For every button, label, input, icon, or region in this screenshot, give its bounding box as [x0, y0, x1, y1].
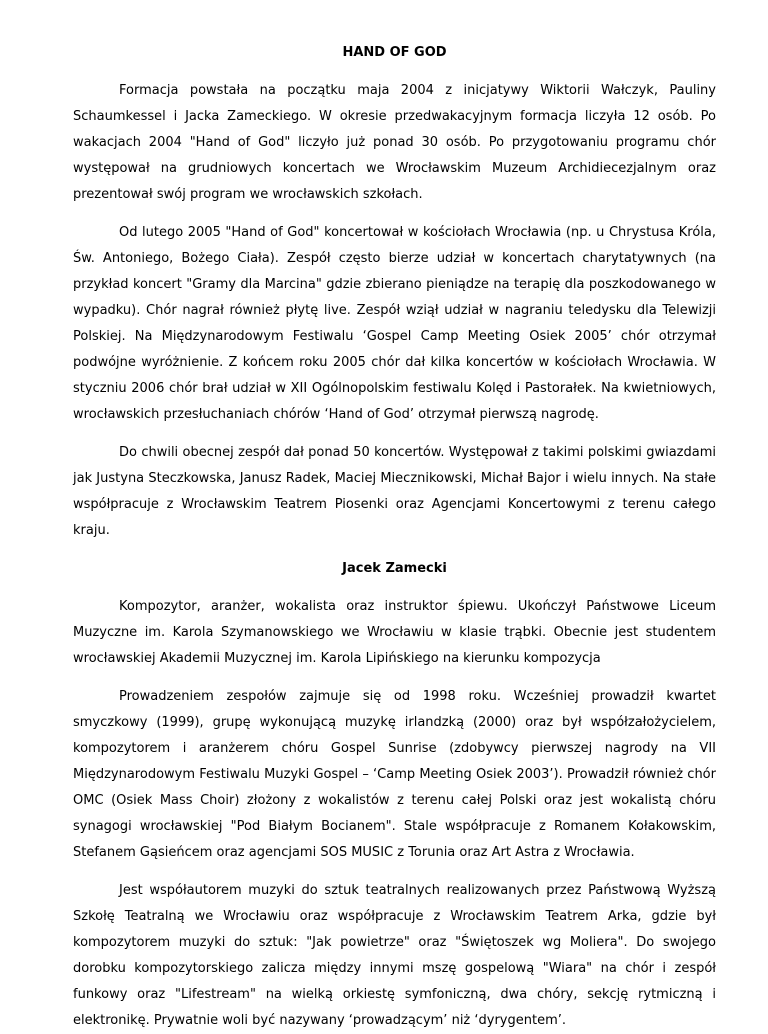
paragraph: Formacja powstała na początku maja 2004 z inicjatywy Wiktorii Wałczyk, Pauliny Schaumkessel i Jacka Zameckiego. W okresie przedwakacyjnym formacja liczyła 12 osób. Po wakacjach 2004 "Hand of God" liczyło już ponad 30 osób. Po przygotowaniu programu chór występował na grudniowych koncertach we Wrocławskim Muzeum Archidiecezjalnym oraz prezentował swój program we wrocławskich szkołach. — [73, 83, 716, 202]
paragraph: Jest współautorem muzyki do sztuk teatralnych realizowanych przez Państwową Wyższą Szkołę Teatralną we Wrocławiu oraz współpracuje z Wrocławskim Teatrem Arka, gdzie był kompozytorem muzyki do sztuk: "Jak powietrze" oraz "Świętoszek wg Moliera". Do swojego dorobku kompozytorskiego zalicza między innymi mszę gospelową "Wiara" na chór i zespół funkowy oraz "Lifestream" na wielką orkiestę symfoniczną, dwa chóry, sekcję rytmiczną i elektronikę. Prywatnie woli być nazywany ‘prowadzącym’ niż ‘dyrygentem’. — [73, 883, 716, 1028]
paragraph: Do chwili obecnej zespół dał ponad 50 koncertów. Występował z takimi polskimi gwiazdami jak Justyna Steczkowska, Janusz Radek, Maciej Miecznikowski, Michał Bajor i wielu innych. Na stałe współpracuje z Wrocławskim Teatrem Piosenki oraz Agencjami Koncertowymi z terenu całego kraju. — [73, 445, 716, 538]
paragraph: Prowadzeniem zespołów zajmuje się od 1998 roku. Wcześniej prowadził kwartet smyczkowy (1999), grupę wykonującą muzykę irlandzką (2000) oraz był współzałożycielem, kompozytorem i aranżerem chóru Gospel Sunrise (zdobywcy pierwszej nagrody na VII Międzynarodowym Festiwalu Muzyki Gospel – ‘Camp Meeting Osiek 2003’). Prowadził również chór OMC (Osiek Mass Choir) złożony z wokalistów z terenu całej Polski oraz jest wokalistą chóru synagogi wrocławskiej "Pod Białym Bocianem". Stale współpracuje z Romanem Kołakowskim, Stefanem Gąsieńcem oraz agencjami SOS MUSIC z Torunia oraz Art Astra z Wrocławia. — [73, 689, 716, 860]
paragraph: Od lutego 2005 "Hand of God" koncertował w kościołach Wrocławia (np. u Chrystusa Króla, Św. Antoniego, Bożego Ciała). Zespół często bierze udział w koncertach charytatywnych (na przykład koncert "Gramy dla Marcina" gdzie zbierano pieniądze na terapię dla poszkodowanego w wypadku). Chór nagrał również płytę live. Zespół wziął udział w nagraniu teledysku dla Telewizji Polskiej. Na Międzynarodowym Festiwalu ‘Gospel Camp Meeting Osiek 2005’ chór otrzymał podwójne wyróżnienie. Z końcem roku 2005 chór dał kilka koncertów w kościołach Wrocławia. W styczniu 2006 chór brał udział w XII Ogólnopolskim festiwalu Kolęd i Pastorałek. Na kwietniowych, wrocławskich przesłuchaniach chórów ‘Hand of God’ otrzymał pierwszą nagrodę. — [73, 225, 716, 422]
section-title-jacek-zamecki: Jacek Zamecki — [342, 561, 447, 576]
paragraph: Kompozytor, aranżer, wokalista oraz instruktor śpiewu. Ukończył Państwowe Liceum Muzyczne im. Karola Szymanowskiego we Wrocławiu w klasie trąbki. Obecnie jest studentem wrocławskiej Akademii Muzycznej im. Karola Lipińskiego na kierunku kompozycja — [73, 599, 716, 666]
section-title-hand-of-god: HAND OF GOD — [342, 45, 447, 60]
document-page — [73, 40, 716, 1034]
